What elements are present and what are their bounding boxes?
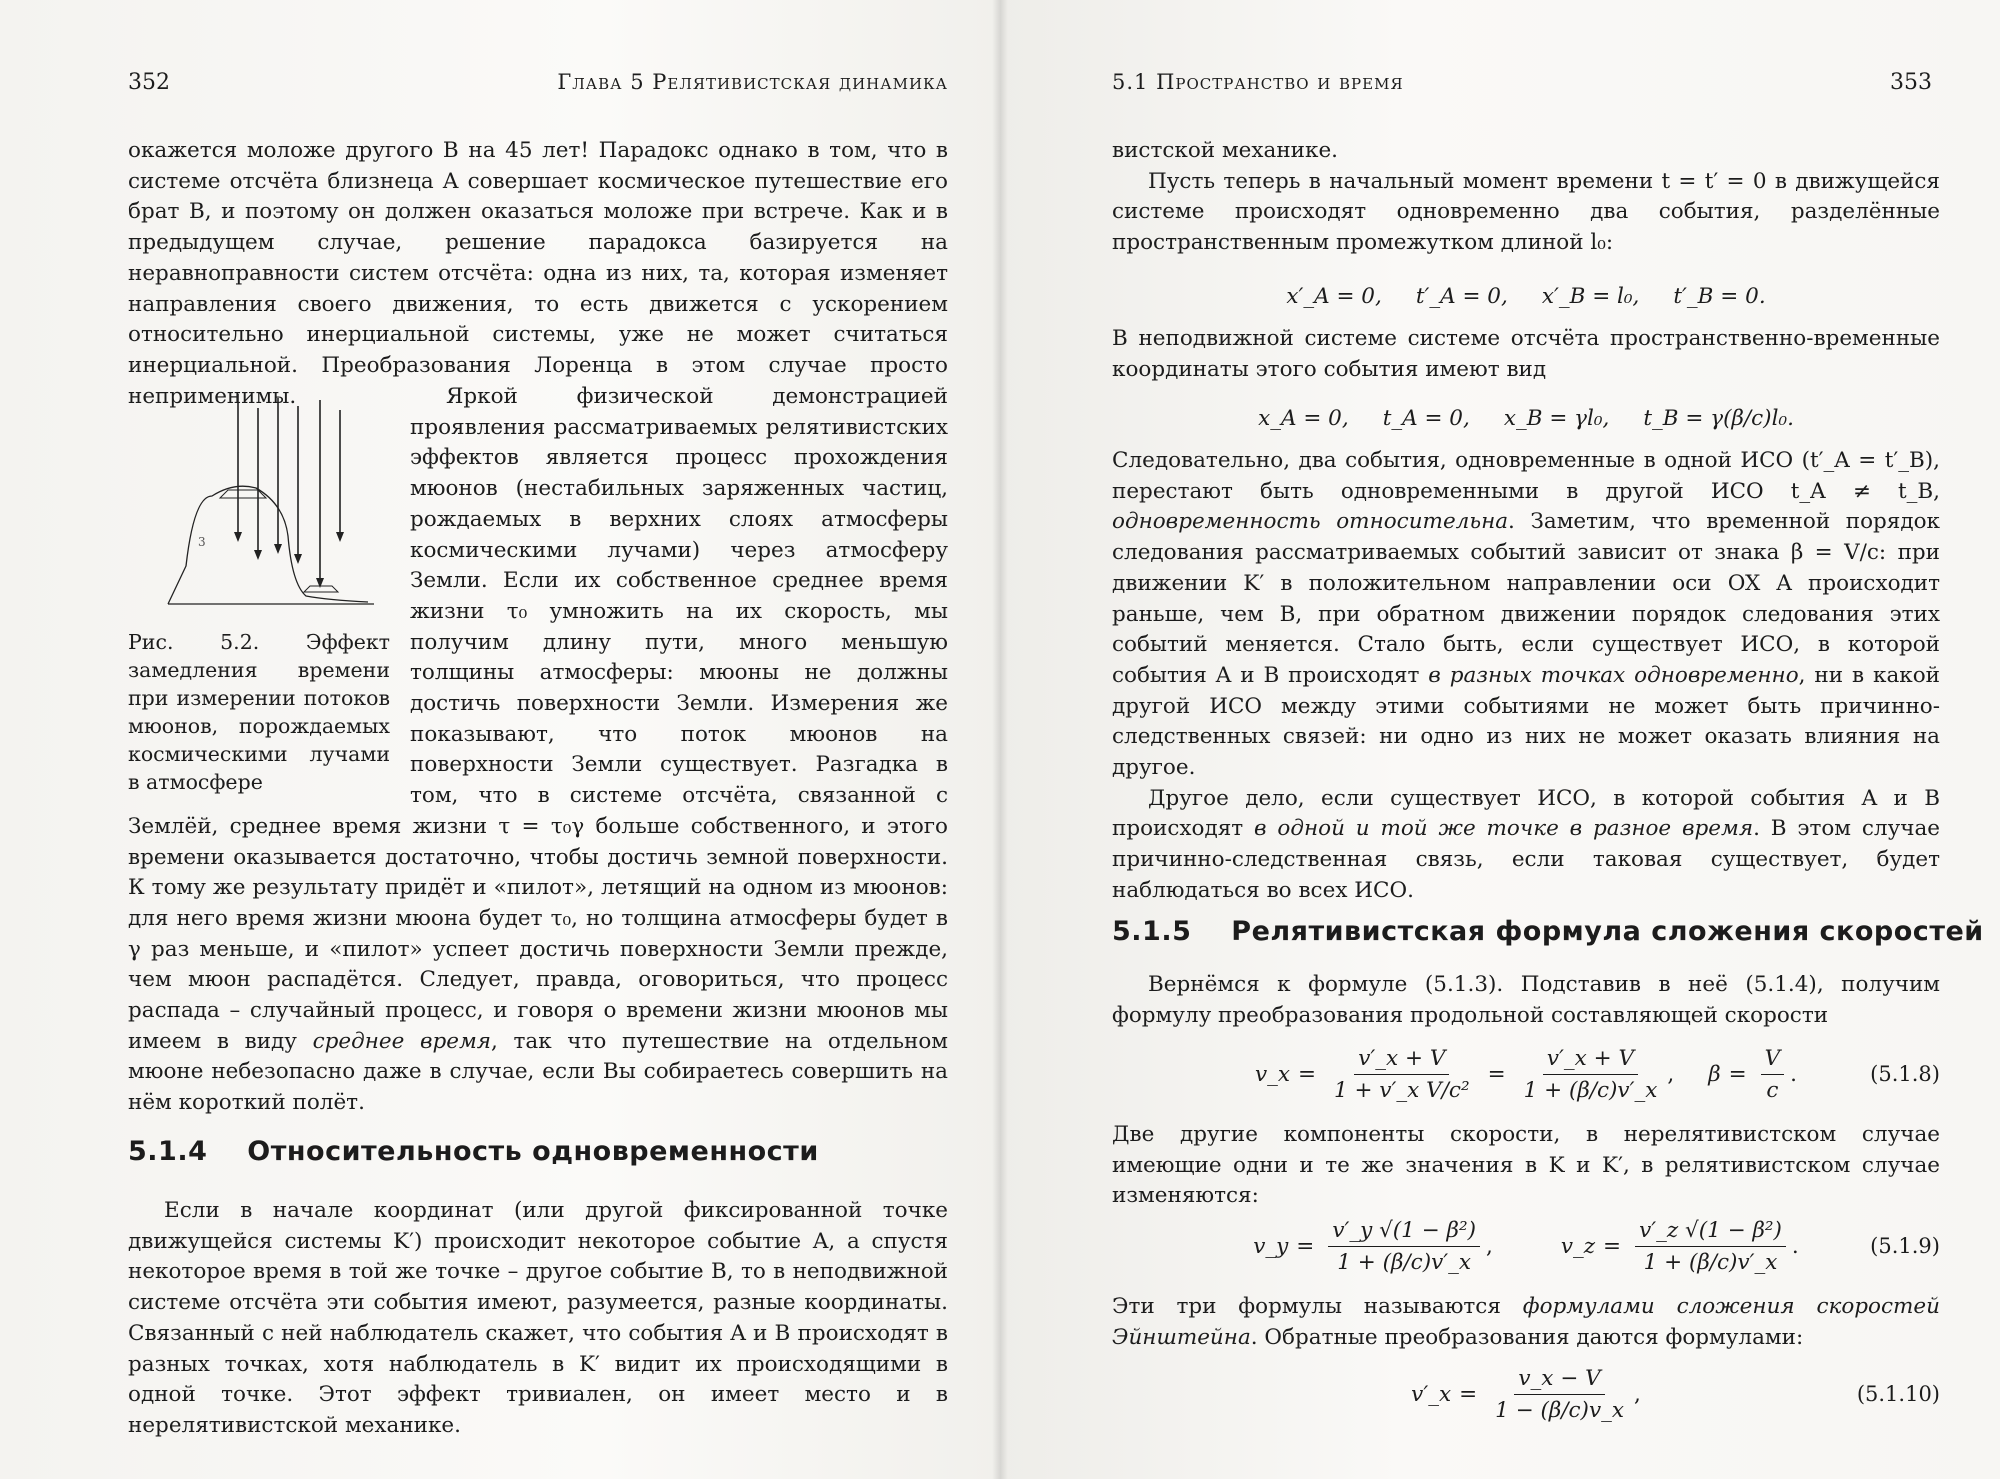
eq1-term: x′_B = l₀, (1541, 283, 1640, 309)
right-body-three (1112, 1292, 1940, 1353)
right-page (1000, 0, 2000, 1479)
figure-caption: Рис. 5.2. Эффект замедления времени при измерении потоков мюонов, порождаемых космическими лучами в атмосфере (128, 630, 390, 794)
muon-figure-drawing (128, 386, 378, 618)
paragraph-consequently: Следовательно, два события, одновременные в одной ИСО (t′_A = t′_B), перестают быть одновременными в другой ИСО t_A ≠ t_B, одновременность относительна. Заметим, что временной порядок следования рассматриваемых событий зависит от знака β = V/c: при движении K′ в положительном направлении оси OX A происходит раньше, чем B, при обратном движении порядок следования этих событий меняется. Стало быть, если существует ИСО, в которой события A и B происходят в разных точках одновременно, ни в какой другой ИСО между этими событиями не может быть причинно-следственных связей: ни одно из них не может оказать влияния на другое. (1112, 448, 1940, 781)
right-body-return (1112, 970, 1940, 1031)
book-gutter (992, 0, 1008, 1479)
eq2-term: t_B = γ(β/c)l₀. (1643, 405, 1794, 431)
equation-fixed-coordinates (1112, 400, 1940, 436)
eq3-lhs: v_x (1254, 1061, 1291, 1087)
paragraph-simultaneity: Если в начале координат (или другой фиксированной точке движущейся системы K′) происходит некоторое событие A, а спустя некоторое время в той же точке – другое событие B, то в неподвижной системе отсчёта эти события имеют, разумеется, разные координаты. Связанный с ней наблюдатель скажет, что события A и B происходят в разных точках, хотя наблюдатель в K′ видит их происходящими в одной точке. Этот эффект тривиален, он имеет место и в нерелятивистской механике. (128, 1198, 948, 1438)
eq3-fraction-3: $\frac{V}{c}$ (1761, 1046, 1785, 1103)
right-body-fixed (1112, 324, 1940, 385)
section-heading-5-1-5 (1112, 916, 1984, 947)
eq4-fraction-1: $\frac{\text{v′\_y √(1 − β²)}}{1 + (\beta/c)v'\_x}$ (1328, 1218, 1480, 1275)
right-body-top (1112, 136, 1940, 259)
paragraph-return: Вернёмся к формуле (5.1.3). Подставив в неё (5.1.4), получим формулу преобразования продольной составляющей скорости (1112, 972, 1940, 1028)
eq3-fraction-1: $\frac{v'\_x + V}{\text{1 + v′\_x V/c²}}$ (1334, 1045, 1470, 1103)
eq2-term: x_B = γl₀, (1503, 405, 1610, 431)
figure-mark-label: 3 (198, 535, 206, 549)
section-running-title: 5.1 Пространство и время (1112, 70, 1404, 94)
figure-5-2 (128, 382, 390, 796)
left-body-section (128, 1196, 948, 1442)
left-body-top (128, 136, 948, 412)
paragraph-three-formulas: Эти три формулы называются формулами сложения скоростей Эйнштейна. Обратные преобразования даются формулами: (1112, 1294, 1940, 1350)
paragraph-other-case: Другое дело, если существует ИСО, в которой события A и B происходят в одной и той же точке в разное время. В этом случае причинно-следственная связь, если таковая существует, будет наблюдаться во всех ИСО. (1112, 785, 1940, 903)
eq1-term: t′_B = 0. (1673, 283, 1766, 309)
eq4-lhs-2: v_z (1560, 1233, 1596, 1259)
eq4-fraction-2: $\frac{\text{v′\_z √(1 − β²)}}{1 + (\beta/c)v'\_x}$ (1635, 1218, 1786, 1275)
section-title: Релятивистская формула сложения скоростей (1231, 916, 1984, 947)
eq1-term: t′_A = 0, (1415, 283, 1508, 309)
right-body-consequently (1112, 446, 1940, 907)
eq5-fraction: $\frac{v\_x - V}{1 - (\beta/c)v\_x}$ (1495, 1365, 1624, 1423)
right-body-two (1112, 1120, 1940, 1212)
paragraph-muons: Яркой физической демонстрацией проявления рассматриваемых релятивистских эффектов является процесс прохождения мюонов (нестабильных заряженных частиц, рождаемых в верхних слоях атмосферы космическими лучами) через атмосферу Земли. Если их собственное среднее время жизни τ₀ умножить на их скорость, мы получим длину пути, много меньшую толщины атмосферы: мюоны не должны достичь поверхности Земли. Измерения же показывают, что поток мюонов на поверхности Земли существует. Разгадка в том, что в системе отсчёта, связанной с Землёй, среднее время жизни τ = τ₀γ больше собственного, и этого времени оказывается достаточно, чтобы достичь земной поверхности. К тому же результату придёт и «пилот», летящий на одном из мюонов: для него время жизни мюона будет τ₀, но толщина атмосферы будет в γ раз меньше, и «пилот» успеет достичь поверхности Земли прежде, чем мюон распадётся. Следует, правда, оговориться, что процесс распада – случайный процесс, и говоря о времени жизни мюонов мы имеем в виду среднее время, так что путешествие на отдельном мюоне небезопасно даже в случае, если Вы собираетесь совершить на нём короткий полёт. (128, 384, 948, 1116)
eq1-term: x′_A = 0, (1286, 283, 1382, 309)
equation-number-5-1-8: (5.1.8) (1870, 1062, 1940, 1086)
equation-number-5-1-9: (5.1.9) (1870, 1234, 1940, 1258)
paragraph-fixed-frame: В неподвижной системе системе отсчёта пространственно-временные координаты этого события имеют вид (1112, 326, 1940, 382)
eq2-term: t_A = 0, (1382, 405, 1470, 431)
left-body-muons (128, 382, 948, 1119)
equation-5-1-10: v′_x = $\frac{v\_x - V}{1 - (\beta/c)v\_x}$ , (5.1.10) (1411, 1365, 1940, 1423)
paragraph-continuation-left: окажется моложе другого B на 45 лет! Парадокс однако в том, что в системе отсчёта близнеца A совершает космическое путешествие его брат B, и поэтому он должен оказаться моложе при встрече. Как и в предыдущем случае, решение парадокса базируется на неравноправности систем отсчёта: одна из них, та, которая изменяет направления своего движения, то есть движется с ускорением относительно инерциальной системы, уже не может считаться инерциальной. Преобразования Лоренца в этом случае просто неприменимы. (128, 138, 948, 409)
eq3-fraction-2: $\frac{v'\_x + V}{1 + (\beta/c)v'\_x}$ (1523, 1045, 1658, 1103)
eq3-beta: β (1708, 1061, 1721, 1087)
running-head-left (128, 70, 948, 102)
equation-5-1-9: v_y = $\frac{\text{v′\_y √(1 − β²)}}{1 + (\beta/c)v'\_x}$ , v_z = $\frac{\text{v′\_z √(1 − β²)}}{1 + (\beta/c)v'\_x}$ . (5.1.9) (1253, 1217, 1940, 1275)
page-number-right: 353 (1890, 70, 1932, 95)
equation-5-1-8: v_x = $\frac{v'\_x + V}{\text{1 + v′\_x V/c²}}$ = $\frac{v'\_x + V}{1 + (\beta/c)v'\_x}$ , β = $\frac{V}{c}$ . (5.1.8) (1254, 1045, 1940, 1103)
equation-number-5-1-10: (5.1.10) (1856, 1382, 1940, 1406)
paragraph-two-components: Две другие компоненты скорости, в нерелятивистском случае имеющие одни и те же значения в K и K′, в релятивистском случае изменяются: (1112, 1122, 1940, 1209)
page-number-left: 352 (128, 70, 170, 95)
chapter-title: Глава 5 Релятивистская динамика (557, 70, 948, 94)
eq4-lhs-1: v_y (1253, 1233, 1289, 1259)
section-heading-5-1-4 (128, 1136, 819, 1167)
eq5-lhs: v′_x (1411, 1381, 1452, 1407)
section-title: Относительность одновременности (247, 1136, 819, 1167)
section-number: 5.1.5 (1112, 916, 1192, 947)
paragraph-continuation-right: вистской механике. (1112, 138, 1339, 163)
paragraph-events: Пусть теперь в начальный момент времени t = t′ = 0 в движущейся системе происходят одновременно два события, разделённые пространственным промежутком длиной l₀: (1112, 168, 1940, 256)
equation-primed-coordinates (1112, 278, 1940, 314)
running-head-right (1112, 70, 1932, 102)
eq2-term: x_A = 0, (1258, 405, 1349, 431)
section-number: 5.1.4 (128, 1136, 208, 1167)
